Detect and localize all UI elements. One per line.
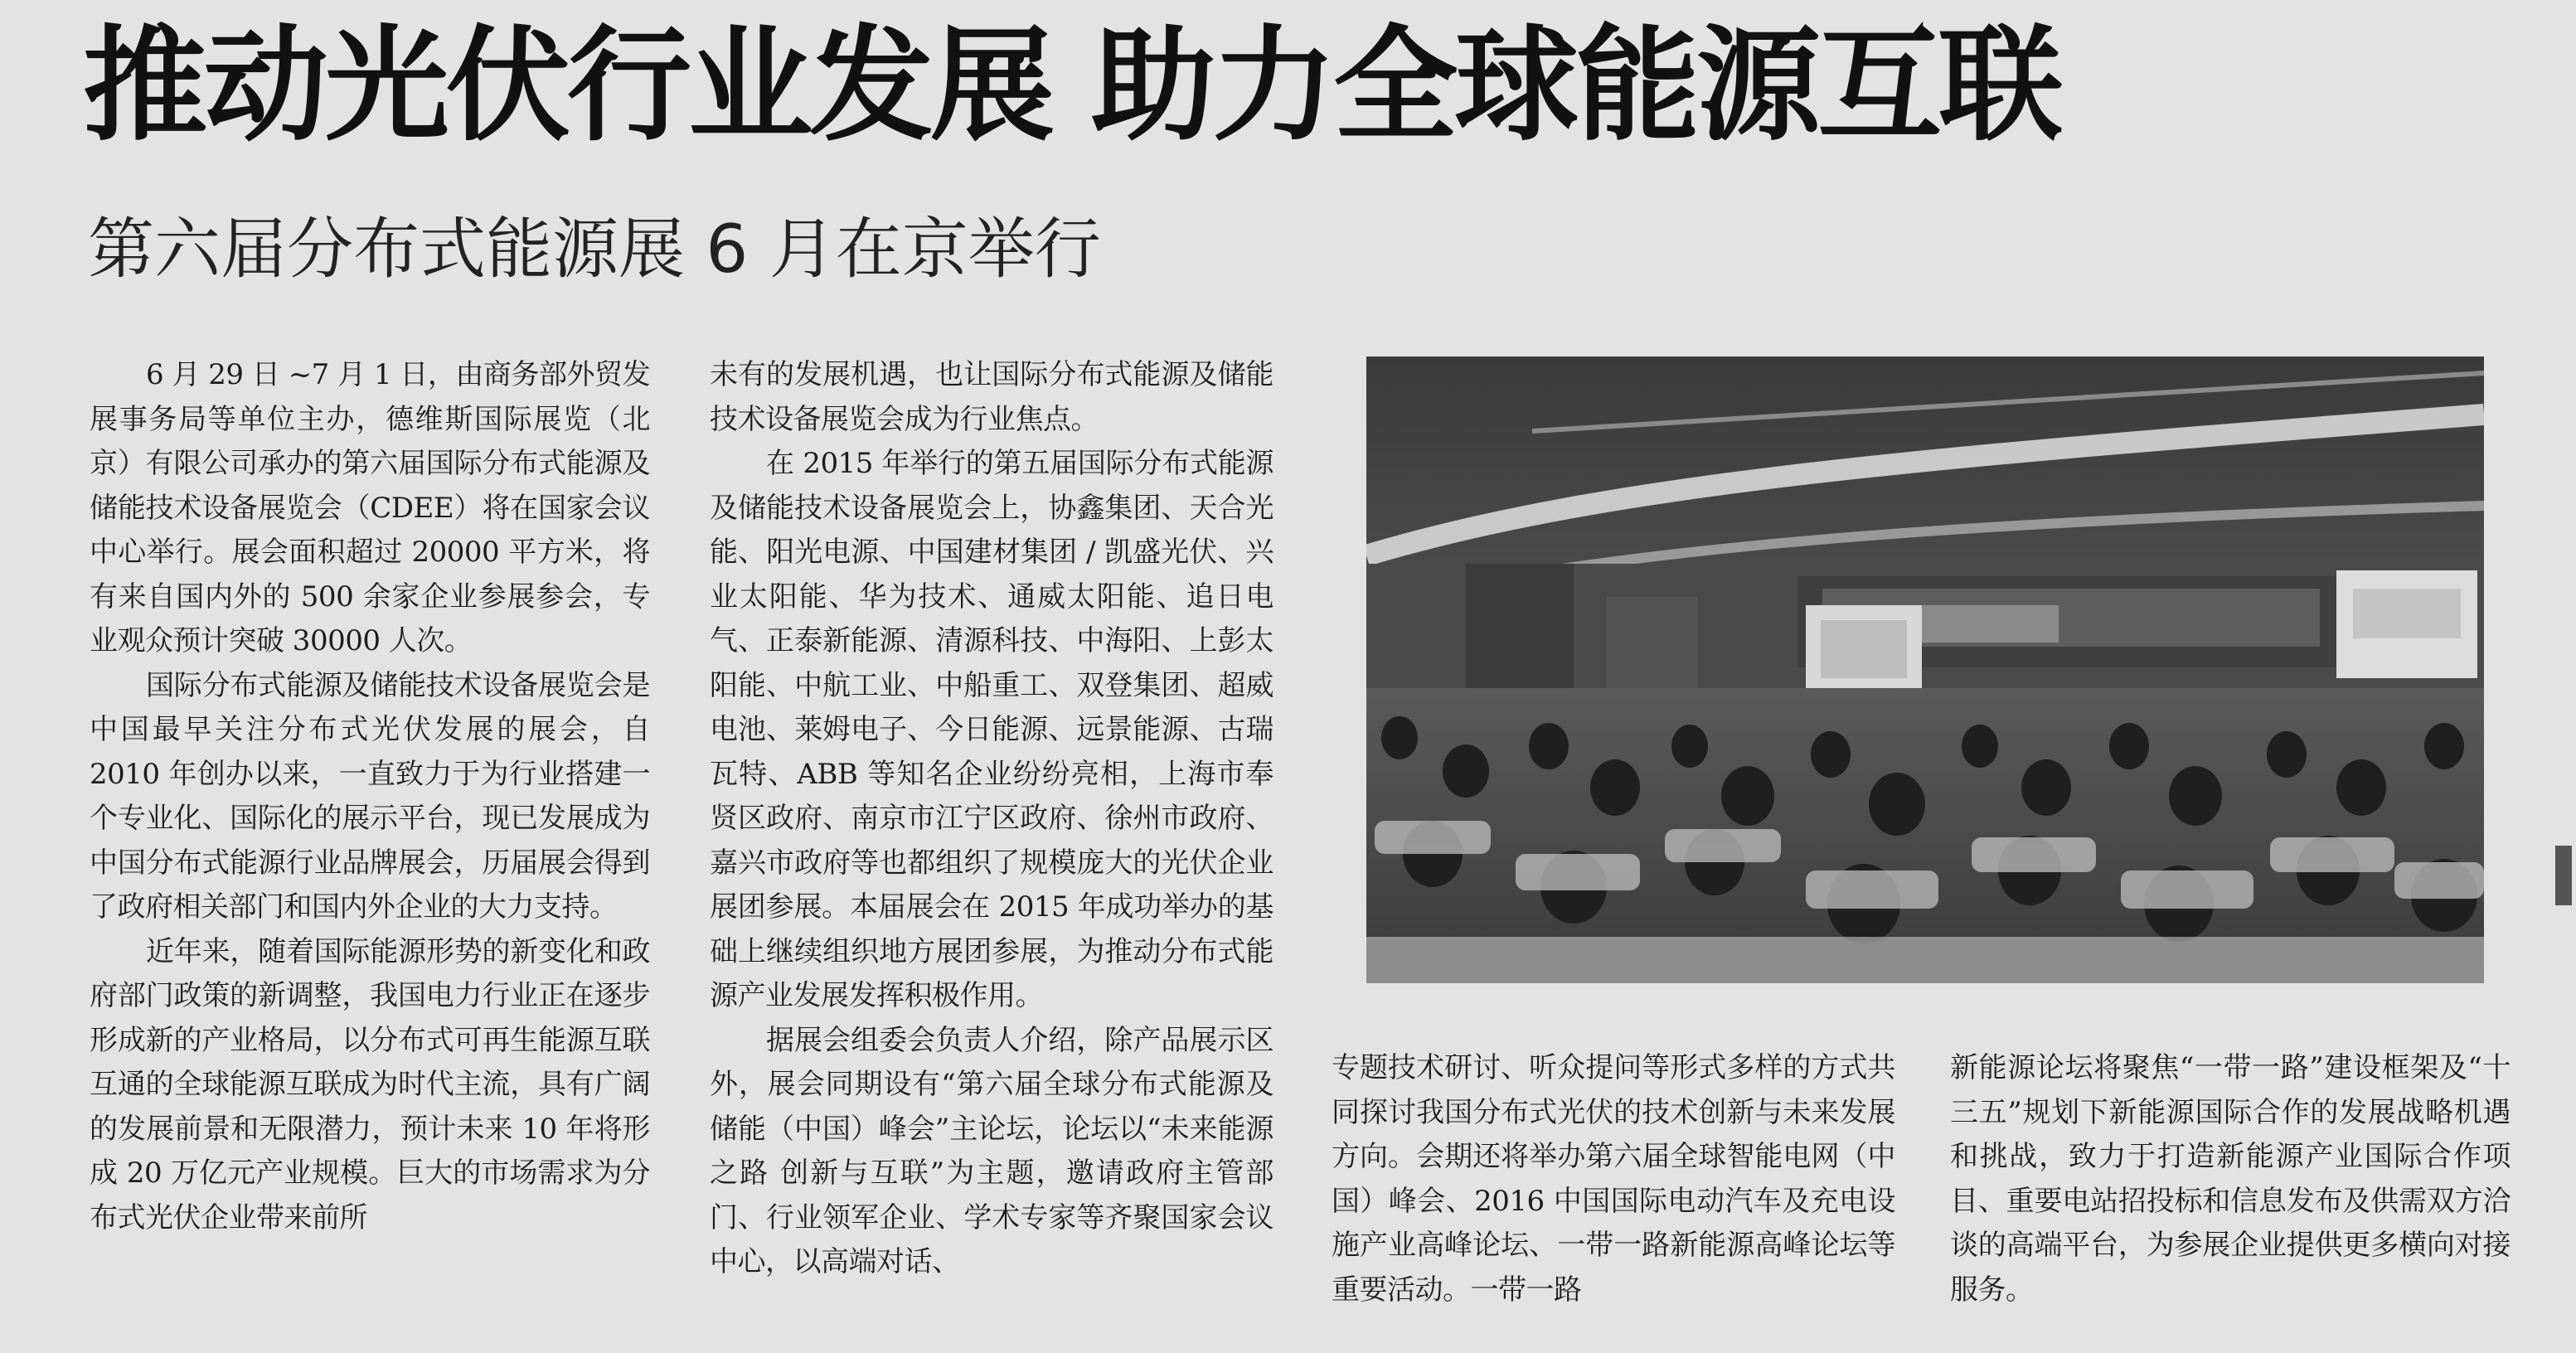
article-paragraph: 未有的发展机遇，也让国际分布式能源及储能技术设备展览会成为行业焦点。 — [710, 358, 1273, 436]
article-paragraph: 6 月 29 日 ~7 月 1 日，由商务部外贸发展事务局等单位主办，德维斯国际展览（北京）有限公司承办的第六届国际分布式能源及储能技术设备展览会（CDEE）将在国家会议中心举行。展会面积超过 20000 平方米，将有来自国内外的 500 余家企业参展参会，专业观众预计突破 30000 人次。 — [90, 358, 650, 657]
conference-hall-photo — [1366, 356, 2484, 983]
article-column-1 — [90, 353, 650, 1240]
article-paragraph: 在 2015 年举行的第五届国际分布式能源及储能技术设备展览会上，协鑫集团、天合光能、阳光电源、中国建材集团 / 凯盛光伏、兴业太阳能、华为技术、通威太阳能、追日电气、正泰新能源、清源科技、中海阳、上彭太阳能、中航工业、中船重工、双登集团、超威电池、莱姆电子、今日能源、远景能源、古瑞瓦特、ABB 等知名企业纷纷亮相，上海市奉贤区政府、南京市江宁区政府、徐州市政府、嘉兴市政府等也都组织了规模庞大的光伏企业展团参展。本届展会在 2015 年成功举办的基础上继续组织地方展团参展，为推动分布式能源产业发展发挥积极作用。 — [710, 447, 1273, 1012]
article-paragraph: 新能源论坛将聚焦“一带一路”建设框架及“十三五”规划下新能源国际合作的发展战略机遇和挑战，致力于打造新能源产业国际合作项目、重要电站招投标和信息发布及供需双方洽谈的高端平台，为参展企业提供更多横向对接服务。 — [1950, 1051, 2511, 1307]
article-paragraph: 据展会组委会负责人介绍，除产品展示区外，展会同期设有“第六届全球分布式能源及储能（中国）峰会”主论坛，论坛以“未来能源之路 创新与互联”为主题，邀请政府主管部门、行业领军企业、学术专家等齐聚国家会议中心，以高端对话、 — [710, 1023, 1273, 1278]
article-column-3 — [1332, 1046, 1895, 1312]
article-paragraph: 近年来，随着国际能源形势的新变化和政府部门政策的新调整，我国电力行业正在逐步形成新的产业格局，以分布式可再生能源互联互通的全球能源互联成为时代主流，具有广阔的发展前景和无限潜力，预计未来 10 年将形成 20 万亿元产业规模。巨大的市场需求为分布式光伏企业带来前所 — [90, 934, 650, 1234]
article-paragraph: 国际分布式能源及储能技术设备展览会是中国最早关注分布式光伏发展的展会，自 2010 年创办以来，一直致力于为行业搭建一个专业化、国际化的展示平台，现已发展成为中国分布式能源行业品牌展会，历届展会得到了政府相关部门和国内外企业的大力支持。 — [90, 668, 650, 924]
conference-hall-illustration — [1366, 356, 2484, 983]
article-column-2 — [710, 353, 1273, 1285]
subheadline: 第六届分布式能源展 6 月在京举行 — [88, 211, 1101, 288]
headline: 推动光伏行业发展 助力全球能源互联 — [83, 14, 2060, 158]
article-column-4 — [1950, 1046, 2511, 1312]
article-paragraph: 专题技术研讨、听众提问等形式多样的方式共同探讨我国分布式光伏的技术创新与未来发展方向。会期还将举办第六届全球智能电网（中国）峰会、2016 中国国际电动汽车及充电设施产业高峰论坛、一带一路新能源高峰论坛等重要活动。一带一路 — [1332, 1051, 1895, 1307]
page-edge-mark — [2555, 846, 2572, 905]
